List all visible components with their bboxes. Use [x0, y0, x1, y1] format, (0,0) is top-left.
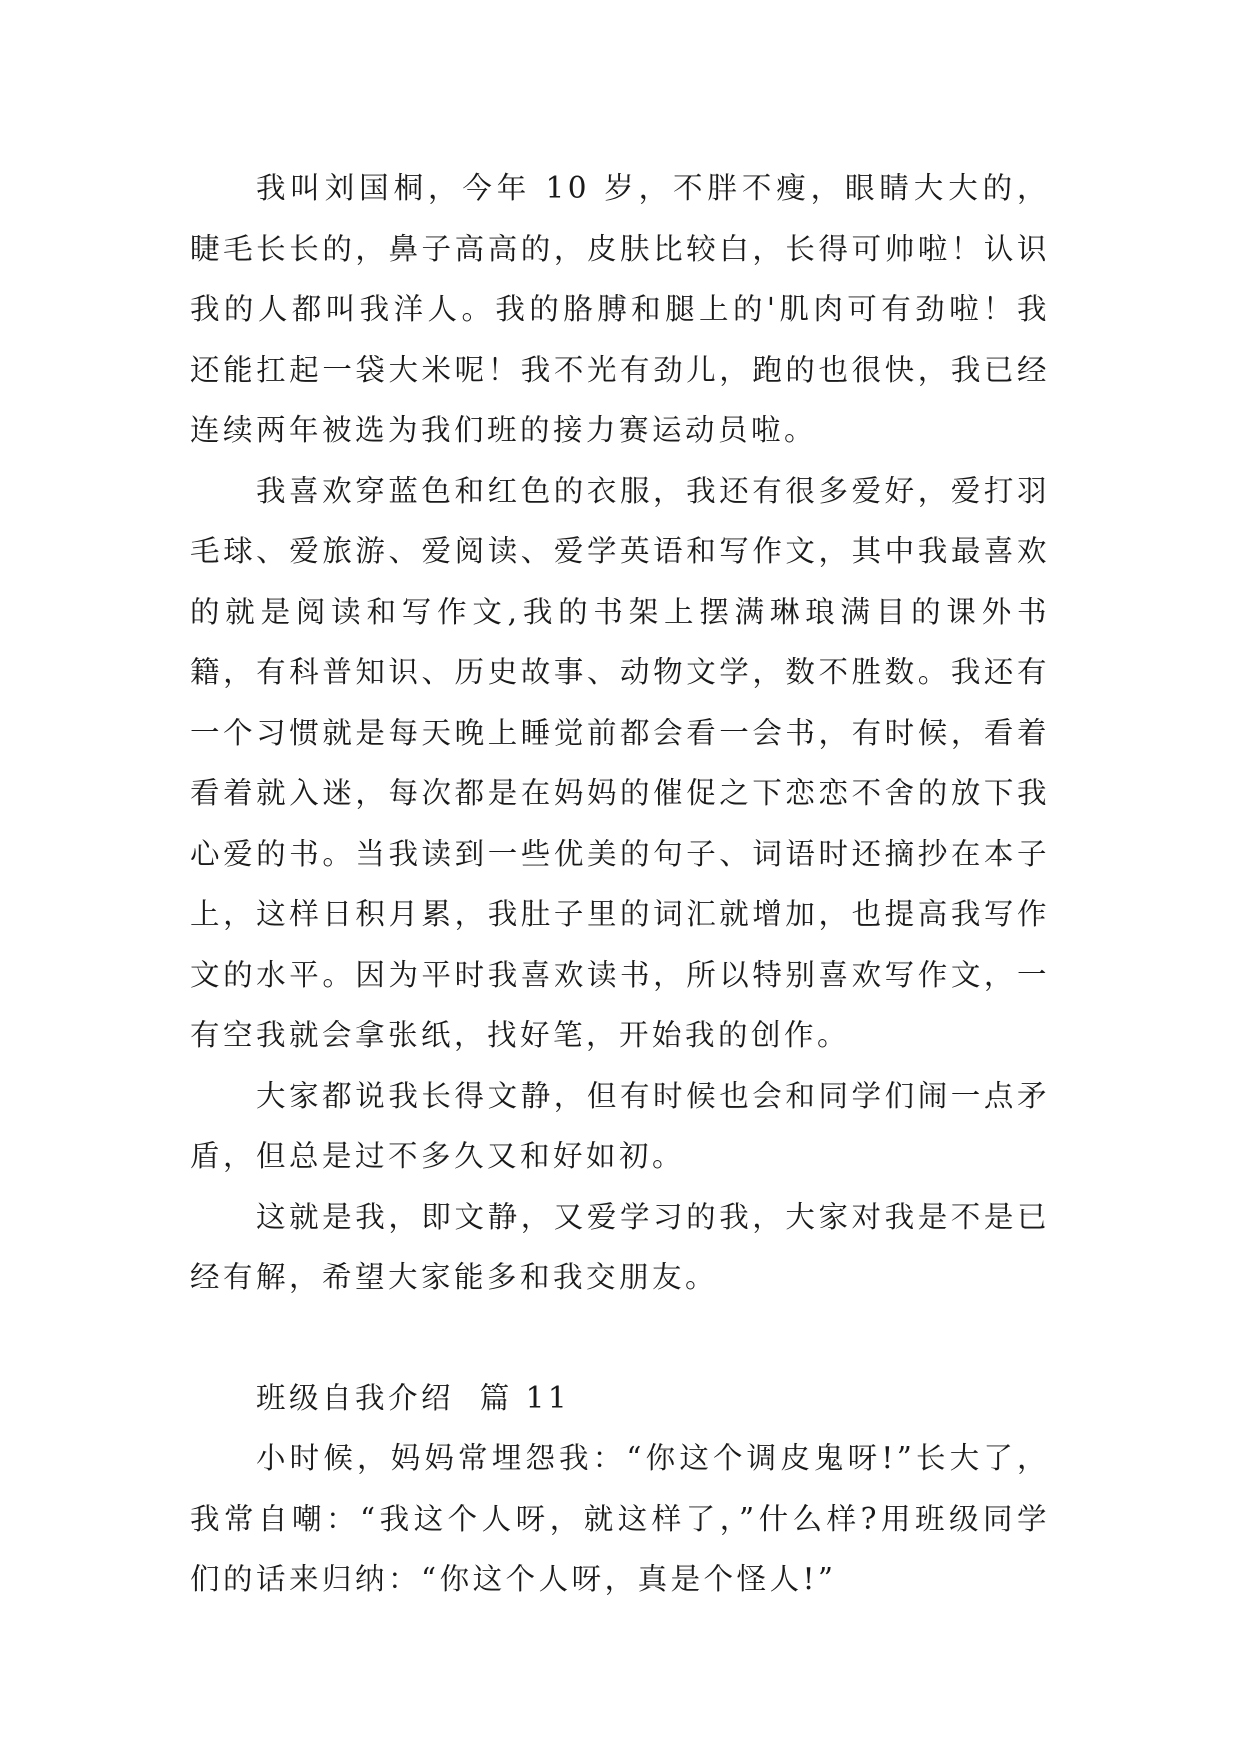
paragraph-3: 大家都说我长得文静，但有时候也会和同学们闹一点矛盾，但总是过不多久又和好如初。: [190, 1078, 1050, 1173]
paragraph-1: 我叫刘国桐，今年 10 岁，不胖不瘦，眼睛大大的，睫毛长长的，鼻子高高的，皮肤比较白，长得可帅啦！认识我的人都叫我洋人。我的胳膊和腿上的'肌肉可有劲啦！我还能扛起一袋大米呢！我不光有劲儿，跑的也很快，我已经连续两年被选为我们班的接力赛运动员啦。: [190, 171, 1050, 447]
paragraph-2: 我喜欢穿蓝色和红色的衣服，我还有很多爱好，爱打羽毛球、爱旅游、爱阅读、爱学英语和写作文，其中我最喜欢的就是阅读和写作文,我的书架上摆满琳琅满目的课外书籍，有科普知识、历史故事、动物文学，数不胜数。我还有一个习惯就是每天晚上睡觉前都会看一会书，有时候，看着看着就入迷，每次都是在妈妈的催促之下恋恋不舍的放下我心爱的书。当我读到一些优美的句子、词语时还摘抄在本子上，这样日积月累，我肚子里的词汇就增加，也提高我写作文的水平。因为平时我喜欢读书，所以特别喜欢写作文，一有空我就会拿张纸，找好笔，开始我的创作。: [190, 473, 1050, 1052]
section-paragraph-1: 小时候，妈妈常埋怨我：“你这个调皮鬼呀!”长大了，我常自嘲：“我这个人呀，就这样了，”什么样?用班级同学们的话来归纳：“你这个人呀，真是个怪人!”: [190, 1441, 1050, 1596]
paragraph-4: 这就是我，即文静，又爱学习的我，大家对我是不是已经有解，希望大家能多和我交朋友。: [190, 1199, 1050, 1294]
document-page: [190, 158, 1050, 1610]
section-title: 班级自我介绍 篇 11: [256, 1380, 571, 1415]
